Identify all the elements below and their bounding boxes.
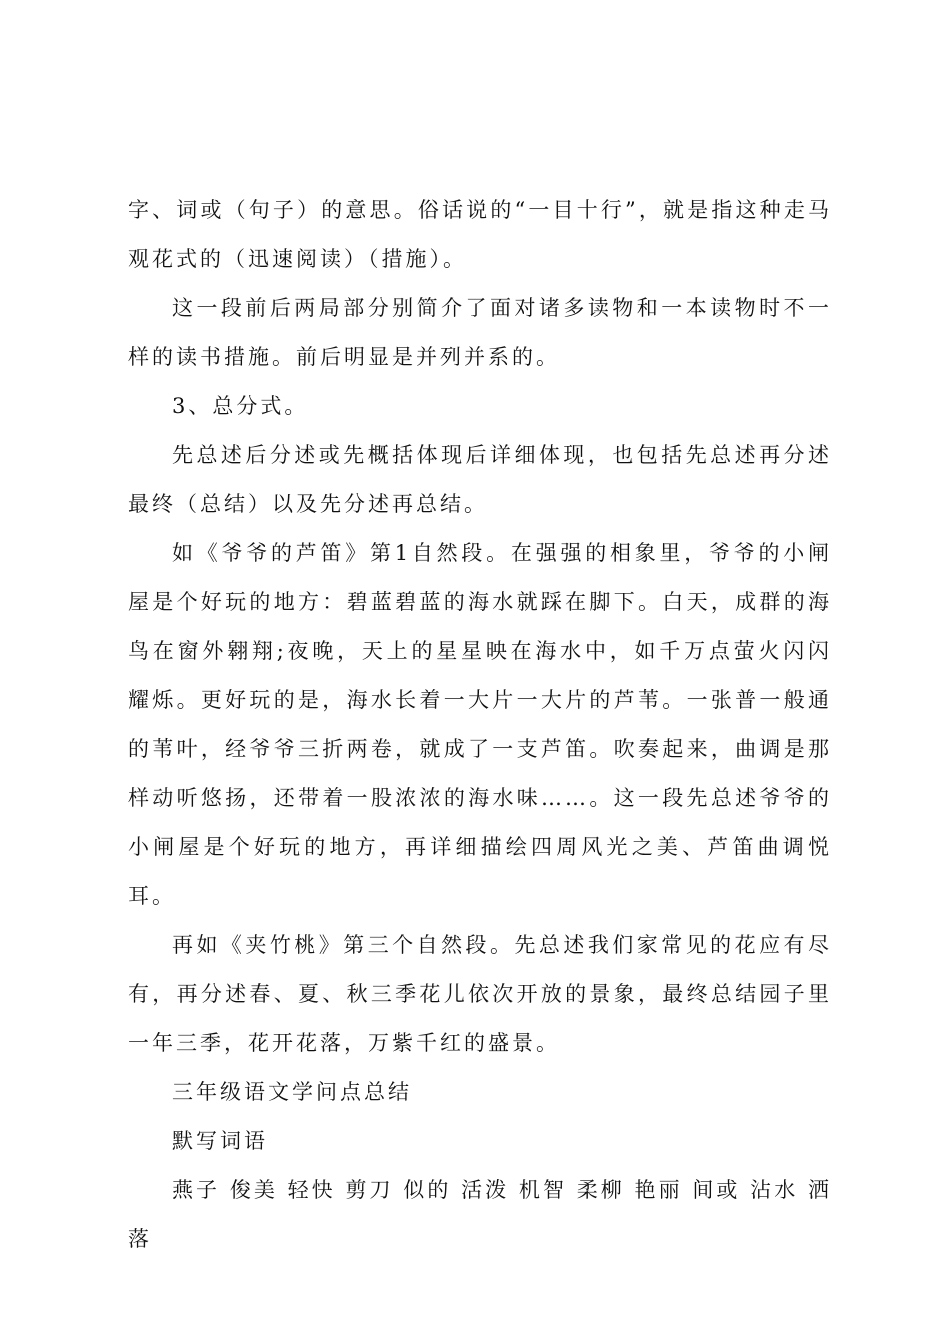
section-heading-3: 3、总分式。: [172, 394, 309, 418]
paragraph-continued: 字、词或（句子）的意思。俗话说的“一目十行”，就是指这种走马观花式的（迅速阅读）（措施）。: [128, 198, 832, 271]
word-list: 燕子 俊美 轻快 剪刀 似的 活泼 机智 柔柳 艳丽 间或 沾水 洒落: [128, 1178, 832, 1251]
paragraph-example-2: 再如《夹竹桃》第三个自然段。先总述我们家常见的花应有尽有，再分述春、夏、秋三季花儿依次开放的景象，最终总结园子里一年三季，花开花落，万紫千红的盛景。: [128, 933, 832, 1055]
document-body: [128, 186, 832, 1264]
paragraph-summary: 这一段前后两局部分别简介了面对诸多读物和一本读物时不一样的读书措施。前后明显是并列并系的。: [128, 296, 832, 369]
paragraph-example-1: 如《爷爷的芦笛》第1自然段。在强强的相象里，爷爷的小闸屋是个好玩的地方：碧蓝碧蓝的海水就踩在脚下。白天，成群的海鸟在窗外翱翔;夜晚，天上的星星映在海水中，如千万点萤火闪闪耀烁。更好玩的是，海水长着一大片一大片的芦苇。一张普一般通的苇叶，经爷爷三折两卷，就成了一支芦笛。吹奏起来，曲调是那样动听悠扬，还带着一股浓浓的海水味……。这一段先总述爷爷的小闸屋是个好玩的地方，再详细描绘四周风光之美、芦笛曲调悦耳。: [128, 541, 832, 908]
subsection-title: 默写词语: [172, 1129, 268, 1153]
paragraph-definition: 先总述后分述或先概括体现后详细体现，也包括先总述再分述最终（总结）以及先分述再总结。: [128, 443, 832, 516]
section-title: 三年级语文学问点总结: [172, 1080, 412, 1104]
